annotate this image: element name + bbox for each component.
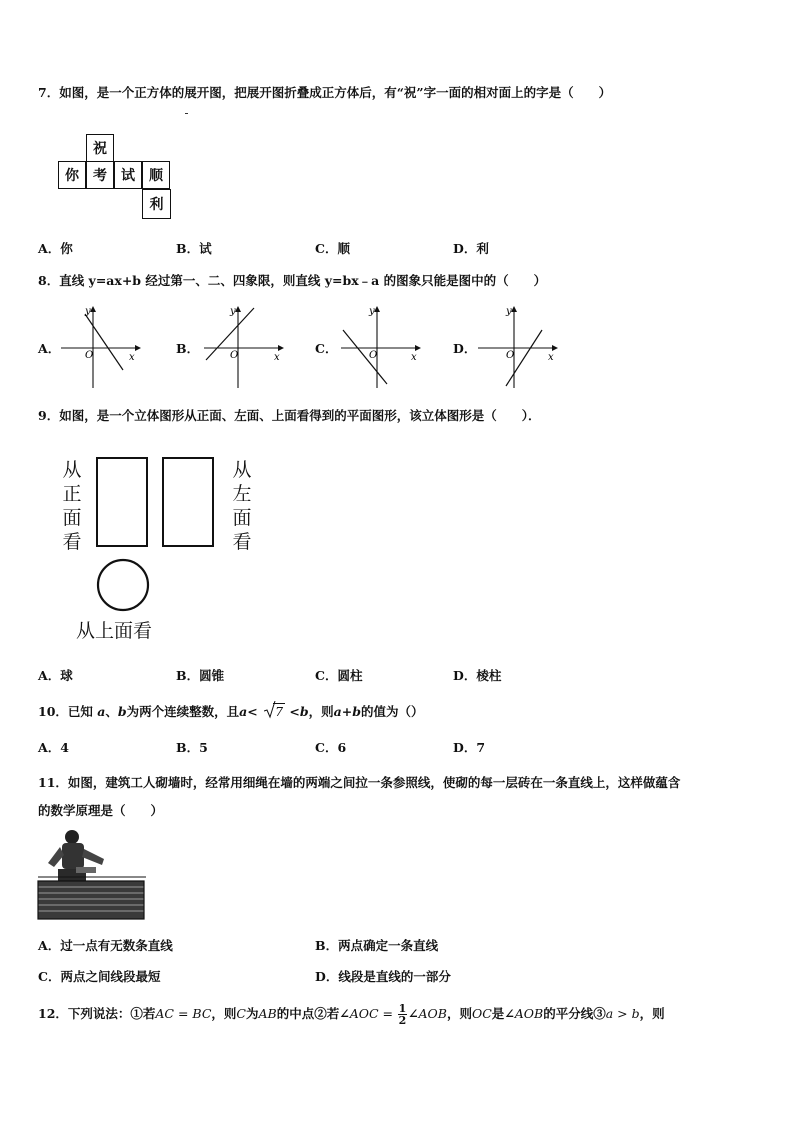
q8-graph-a xyxy=(55,300,145,392)
q8-graph-b xyxy=(198,300,288,392)
var-a: a xyxy=(97,704,106,719)
left-char: 左 xyxy=(232,483,252,505)
q10-option-c: C．6 xyxy=(315,740,347,755)
ray-oc: OC xyxy=(471,1006,492,1021)
equals: = xyxy=(378,1006,397,1021)
q9-option-b: B．圆锥 xyxy=(176,668,225,683)
q8-d-y: y xyxy=(506,306,512,317)
q12-text: ，则 xyxy=(639,1006,665,1021)
left-char: 从 xyxy=(232,459,252,481)
q10-stem xyxy=(38,702,424,720)
q11-option-b: B．两点确定一条直线 xyxy=(315,938,439,953)
radical-icon xyxy=(264,701,276,719)
q12-text: ，则 xyxy=(211,1006,237,1021)
q8-c-origin: O xyxy=(369,350,378,361)
bricklayer-illustration xyxy=(36,825,148,923)
left-char: 面 xyxy=(232,507,252,529)
q9-option-d: D．棱柱 xyxy=(453,668,502,683)
angle-aob: AOB xyxy=(418,1006,447,1021)
q9-option-c: C．圆柱 xyxy=(315,668,363,683)
q8-b-y: y xyxy=(230,306,236,317)
q11-stem-line1: 11．如图，建筑工人砌墙时，经常用细绳在墙的两端之间拉一条参照线，使砌的每一层砖在一条直线上，这样做蕴含 xyxy=(38,775,681,790)
q11-option-d: D．线段是直线的一部分 xyxy=(315,969,451,984)
q10-suffix: 的值为（） xyxy=(361,704,424,719)
q8-a-y: y xyxy=(85,306,91,317)
frac-den: 2 xyxy=(398,1014,407,1027)
angle-aob: AOB xyxy=(514,1006,544,1021)
q12-text: 的中点②若∠ xyxy=(276,1006,350,1021)
q8-graph-d xyxy=(472,300,562,392)
net-cell-ni: 你 xyxy=(58,161,86,189)
fraction-half xyxy=(398,1003,407,1026)
q10-mid: 为两个连续整数，且 xyxy=(126,704,240,719)
q8-d-origin: O xyxy=(506,350,515,361)
q8-d-x: x xyxy=(548,352,554,363)
q9-front-label xyxy=(61,458,83,554)
q9-top-label: 从上面看 xyxy=(76,620,153,642)
front-char: 面 xyxy=(62,507,82,529)
ineq-a-gt-b: a > b xyxy=(605,1006,640,1021)
q10-option-b: B．5 xyxy=(176,740,208,755)
q7-option-d: D．利 xyxy=(453,241,489,256)
q12-text: 是∠ xyxy=(491,1006,515,1021)
sqrt-7 xyxy=(264,704,285,719)
q11-stem-line2: 的数学原理是（ ） xyxy=(38,803,164,818)
q8-stem: 8．直线 y=ax+b 经过第一、二、四象限，则直线 y=bx﹣a 的图象只能是图中的（ ） xyxy=(38,273,547,288)
left-view-rect xyxy=(162,457,214,547)
point-c: C xyxy=(236,1006,246,1021)
frac-num: 1 xyxy=(398,1002,407,1015)
q12-text: 的平分线③ xyxy=(543,1006,606,1021)
q9-left-label xyxy=(231,458,253,554)
front-view-rect xyxy=(96,457,148,547)
left-char: 看 xyxy=(232,531,252,553)
q10-option-a: A．4 xyxy=(38,740,69,755)
q7-stem: 7．如图，是一个正方体的展开图，把展开图折叠成正方体后，有“祝”字一面的相对面上的字是（ ） xyxy=(38,85,612,100)
q8-b-origin: O xyxy=(230,350,239,361)
stray-mark xyxy=(185,113,188,114)
q10-then: ，则 xyxy=(308,704,334,719)
q8-c-x: x xyxy=(411,352,417,363)
q7-option-c: C．顺 xyxy=(315,241,350,256)
q8-label-b: B． xyxy=(176,341,200,356)
q10-prefix: 10．已知 xyxy=(38,704,93,719)
net-cell-shi: 试 xyxy=(114,161,142,189)
var-a: a xyxy=(239,704,248,719)
q12-text: ，则 xyxy=(446,1006,472,1021)
var-b: b xyxy=(117,704,127,719)
q8-graph-c xyxy=(335,300,425,392)
net-cell-kao: 考 xyxy=(86,161,114,189)
sep: 、 xyxy=(105,704,118,719)
angle-sign: ∠ xyxy=(407,1006,419,1021)
q7-option-a: A．你 xyxy=(38,241,73,256)
q12-prefix: 12．下列说法：①若 xyxy=(38,1006,156,1021)
q8-label-d: D． xyxy=(453,341,477,356)
var-b: b xyxy=(299,704,309,719)
segment-ab: AB xyxy=(258,1006,277,1021)
net-cell-li: 利 xyxy=(142,189,171,219)
q9-stem: 9．如图，是一个立体图形从正面、左面、上面看得到的平面图形，该立体图形是（ ）． xyxy=(38,408,541,423)
q8-b-x: x xyxy=(274,352,280,363)
sum-expr: a+b xyxy=(333,704,361,719)
front-char: 看 xyxy=(62,531,82,553)
q10-option-d: D．7 xyxy=(453,740,486,755)
angle-aoc: AOC xyxy=(349,1006,379,1021)
q8-a-x: x xyxy=(129,352,135,363)
q8-label-a: A． xyxy=(38,341,61,356)
q12-text: 为 xyxy=(246,1006,259,1021)
lt: < xyxy=(289,704,300,719)
q11-option-c: C．两点之间线段最短 xyxy=(38,969,161,984)
eq-ac-bc: AC = BC xyxy=(155,1006,212,1021)
net-cell-shun: 顺 xyxy=(142,161,170,189)
net-cell-zhu: 祝 xyxy=(86,134,114,162)
q8-a-origin: O xyxy=(85,350,94,361)
lt: < xyxy=(247,704,258,719)
q7-option-b: B．试 xyxy=(176,241,212,256)
front-char: 从 xyxy=(62,459,82,481)
front-char: 正 xyxy=(62,483,82,505)
q9-option-a: A．球 xyxy=(38,668,73,683)
top-view-circle xyxy=(94,558,154,614)
q11-option-a: A．过一点有无数条直线 xyxy=(38,938,173,953)
radicand: 7 xyxy=(275,704,284,719)
q8-c-y: y xyxy=(369,306,375,317)
q12-stem xyxy=(38,1003,665,1026)
q8-label-c: C． xyxy=(315,341,338,356)
